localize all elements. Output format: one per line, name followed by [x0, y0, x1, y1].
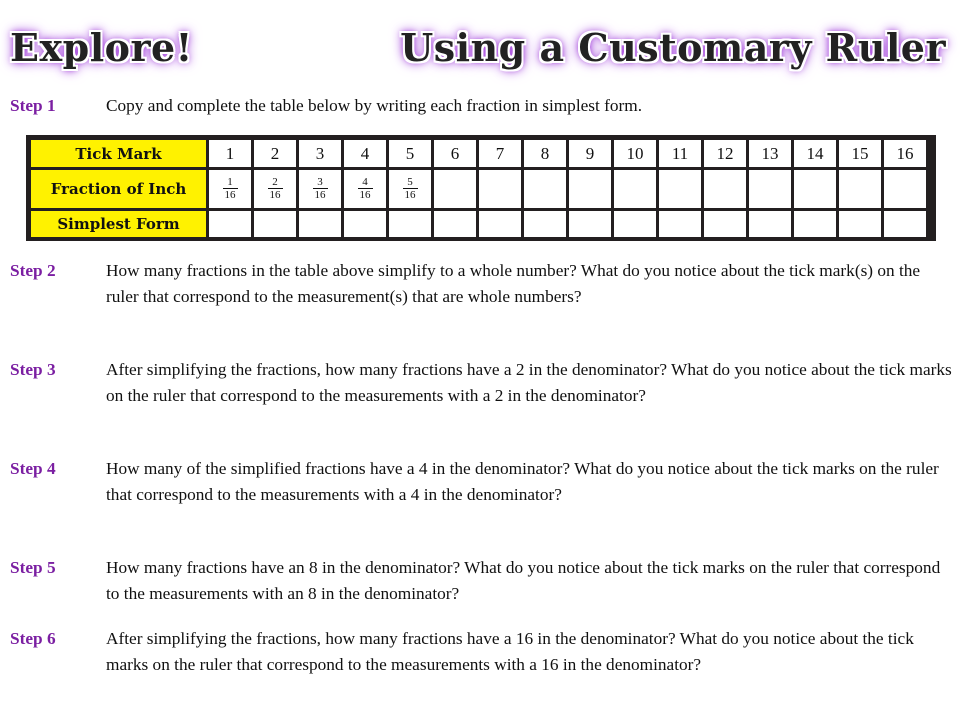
simplest-cell [389, 211, 431, 237]
fraction-cell [659, 170, 701, 208]
simplest-cell [794, 211, 836, 237]
tick-cell: 13 [749, 140, 791, 167]
numerator: 3 [317, 175, 323, 188]
row-header: Simplest Form [31, 211, 206, 237]
simplest-cell [659, 211, 701, 237]
tick-cell: 11 [659, 140, 701, 167]
fraction [358, 176, 373, 201]
simplest-cell [884, 211, 926, 237]
step-1 [10, 93, 952, 119]
tick-cell: 10 [614, 140, 656, 167]
fraction-cell [389, 170, 431, 208]
tick-cell: 15 [839, 140, 881, 167]
fraction-table [26, 135, 936, 241]
fraction-cell [749, 170, 791, 208]
step-text: After simplifying the fractions, how many fractions have a 2 in the denominator? What do you notice about the tick marks on the ruler that correspond to the measurements with a 2 in the denominator? [106, 360, 952, 405]
simplest-cell [209, 211, 251, 237]
step-6 [10, 626, 952, 678]
simplest-cell [524, 211, 566, 237]
step-text: How many fractions have an 8 in the denominator? What do you notice about the tick marks on the ruler that correspond to the measurements with an 8 in the denominator? [106, 558, 941, 603]
step-text: How many of the simplified fractions have a 4 in the denominator? What do you notice about the tick marks on the ruler that correspond to the measurements with a 4 in the denominator? [106, 459, 939, 504]
fraction [268, 176, 283, 201]
tick-cell: 12 [704, 140, 746, 167]
simplest-form-row [31, 211, 926, 237]
step-label: Step 4 [10, 459, 56, 478]
tick-cell: 14 [794, 140, 836, 167]
simplest-cell [299, 211, 341, 237]
page-title: Using a Customary Ruler [400, 25, 946, 70]
fraction-cell [479, 170, 521, 208]
simplest-cell [749, 211, 791, 237]
step-3 [10, 357, 952, 409]
step-text: After simplifying the fractions, how many fractions have a 16 in the denominator? What do you notice about the tick marks on the ruler that correspond to the measurements with a 16 in the denominator? [106, 629, 914, 674]
simplest-cell [569, 211, 611, 237]
step-label: Step 1 [10, 96, 56, 115]
step-text: How many fractions in the table above simplify to a whole number? What do you notice about the tick mark(s) on the ruler that correspond to the measurement(s) that are whole numbers? [106, 261, 921, 306]
row-header: Tick Mark [31, 140, 206, 167]
row-header: Fraction of Inch [31, 170, 206, 208]
tick-cell: 7 [479, 140, 521, 167]
tick-cell: 9 [569, 140, 611, 167]
numerator: 5 [407, 175, 413, 188]
fraction-cell [434, 170, 476, 208]
denominator: 16 [269, 188, 281, 201]
step-5 [10, 555, 952, 607]
fraction-cell [299, 170, 341, 208]
step-label: Step 5 [10, 558, 56, 577]
simplest-cell [254, 211, 296, 237]
fraction [403, 176, 418, 201]
step-4 [10, 456, 952, 508]
fraction-cell [344, 170, 386, 208]
fraction-cell [569, 170, 611, 208]
step-label: Step 3 [10, 360, 56, 379]
simplest-cell [614, 211, 656, 237]
fraction-cell [209, 170, 251, 208]
tick-mark-row [31, 140, 926, 167]
step-label: Step 2 [10, 261, 56, 280]
step-label: Step 6 [10, 629, 56, 648]
tick-cell: 8 [524, 140, 566, 167]
fraction [313, 176, 328, 201]
simplest-cell [479, 211, 521, 237]
tick-cell: 3 [299, 140, 341, 167]
fraction-cell [839, 170, 881, 208]
denominator: 16 [314, 188, 326, 201]
fraction-cell [254, 170, 296, 208]
denominator: 16 [404, 188, 416, 201]
tick-cell: 2 [254, 140, 296, 167]
fraction-cell [524, 170, 566, 208]
simplest-cell [434, 211, 476, 237]
numerator: 1 [227, 175, 233, 188]
explore-title: Explore! [10, 25, 193, 70]
fraction [223, 176, 238, 201]
tick-cell: 16 [884, 140, 926, 167]
simplest-cell [344, 211, 386, 237]
step-2 [10, 258, 952, 310]
fraction-cell [704, 170, 746, 208]
numerator: 4 [362, 175, 368, 188]
tick-cell: 6 [434, 140, 476, 167]
simplest-cell [839, 211, 881, 237]
denominator: 16 [359, 188, 371, 201]
step-text: Copy and complete the table below by writing each fraction in simplest form. [106, 96, 643, 115]
denominator: 16 [224, 188, 236, 201]
fraction-row [31, 170, 926, 208]
numerator: 2 [272, 175, 278, 188]
fraction-cell [614, 170, 656, 208]
fraction-cell [794, 170, 836, 208]
tick-cell: 4 [344, 140, 386, 167]
tick-cell: 1 [209, 140, 251, 167]
tick-cell: 5 [389, 140, 431, 167]
fraction-cell [884, 170, 926, 208]
simplest-cell [704, 211, 746, 237]
